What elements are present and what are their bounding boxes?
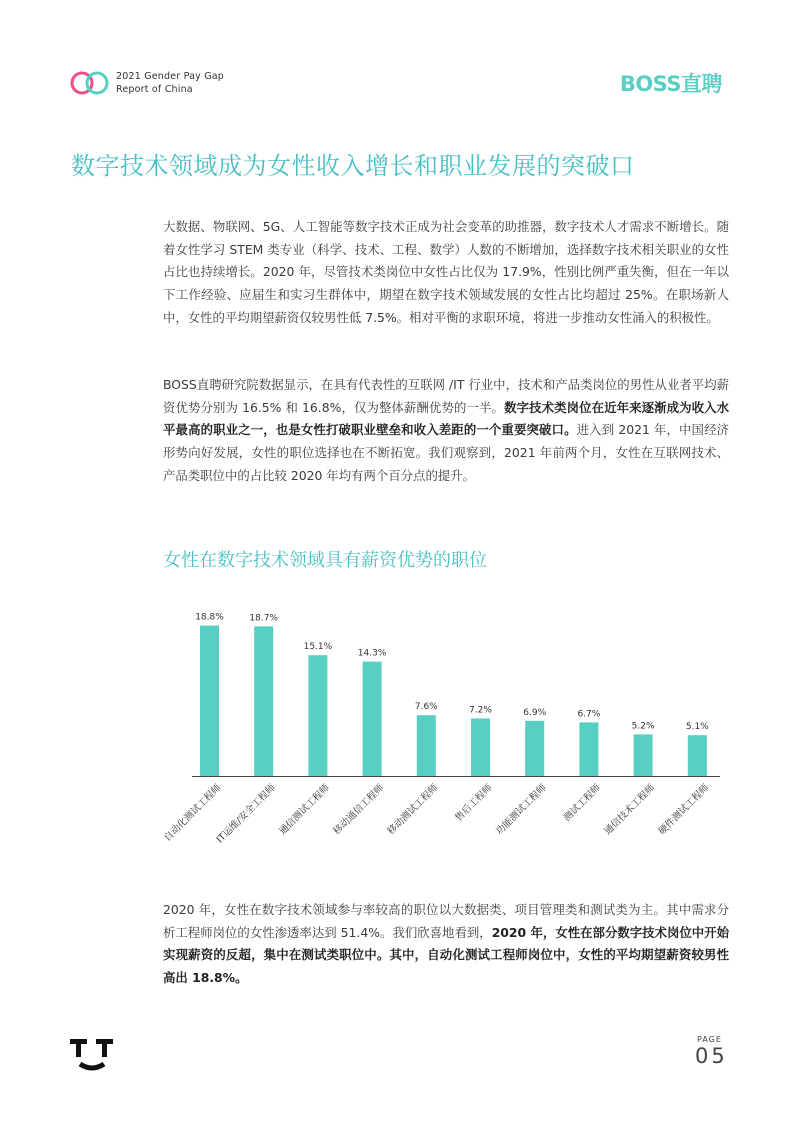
bar xyxy=(525,721,544,776)
bar xyxy=(579,722,598,776)
bar xyxy=(417,715,436,776)
bar xyxy=(688,735,707,776)
category-label: 移动通信工程师 xyxy=(331,782,387,838)
para2-segment: BOSS直聘研究院数据显示，在具有代表性的互联网 /IT 行业中，技术和产品类岗位的男性从业者平均薪资优势分别为 16.5% 和 16.8%，仅为整体薪酬优势的一半。 xyxy=(163,377,729,415)
bar xyxy=(471,718,490,776)
footer-logo-icon xyxy=(70,1037,114,1071)
chart-title: 女性在数字技术领域具有薪资优势的职位 xyxy=(163,550,487,571)
page-label: PAGE xyxy=(697,1035,722,1044)
page-title: 数字技术领域成为女性收入增长和职业发展的突破口 xyxy=(71,152,635,180)
category-label: IT运维/安全工程师 xyxy=(214,782,278,846)
category-label: 测试工程师 xyxy=(561,782,604,824)
category-label: 售后工程师 xyxy=(453,782,495,824)
bar-value-label: 7.2% xyxy=(469,705,492,716)
report-title xyxy=(116,70,224,96)
conclusion-paragraph xyxy=(163,899,729,990)
para3-segment: 2020 年，女性在数字技术领域参与率较高的职位以大数据类、项目管理类和测试类为主。其中需求分析工程师岗位的女性渗透率达到 51.4%。我们欣喜地看到， xyxy=(163,902,729,940)
para1-segment: 大数据、物联网、5G、人工智能等数字技术正成为社会变革的助推器，数字技术人才需求不断增长。随着女性学习 STEM 类专业（科学、技术、工程、数学）人数的不断增加，选择数字技术相关职业的女性占比也持续增长。2020 年，尽管技术类岗位中女性占比仅为 17.9%，性别比例严重失衡，但在一年以下工作经验、应届生和实习生群体中，期望在数字技术领域发展的女性占比均超过 25%。在职场新人中，女性的平均期望薪资仅较男性低 7.5%。相对平衡的求职环境，将进一步推动女性涌入的积极性。 xyxy=(163,219,729,325)
category-label: 硬件测试工程师 xyxy=(656,782,712,838)
bar-value-label: 18.7% xyxy=(249,613,278,624)
bar xyxy=(634,734,653,776)
brand-logo: BOSS直聘 xyxy=(619,72,722,96)
report-logo-rings-icon xyxy=(70,70,110,96)
para3-segment: 2020 年，女性在部分数字技术岗位中开始实现薪资的反超，集中在测试类职位中。其中，自动化测试工程师岗位中，女性的平均期望薪资较男性高出 18.8%。 xyxy=(163,924,729,986)
bar-value-label: 6.9% xyxy=(523,707,547,718)
category-label: 功能测试工程师 xyxy=(494,782,549,838)
data-paragraph xyxy=(163,374,729,488)
para2-segment: 进入到 2021 年，中国经济形势向好发展，女性的职位选择也在不断拓宽。我们观察到，2021 年前两个月，女性在互联网技术、产品类职位中的占比较 2020 年均有两个百分点的提升。 xyxy=(163,422,730,483)
para2-segment: 数字技术类岗位在近年来逐渐成为收入水平最高的职业之一，也是女性打破职业壁垒和收入差距的一个重要突破口。 xyxy=(163,399,730,438)
bar-value-label: 5.2% xyxy=(631,721,655,732)
report-title-line2: Report of China xyxy=(116,84,193,95)
category-label: 通信测试工程师 xyxy=(277,782,333,838)
category-label: 自动化测试工程师 xyxy=(162,782,224,844)
bar xyxy=(363,662,382,776)
bar-chart xyxy=(160,590,720,860)
bar-value-label: 15.1% xyxy=(303,642,333,653)
bar-value-label: 18.8% xyxy=(195,612,224,623)
page-number: 05 xyxy=(695,1044,728,1068)
bar xyxy=(200,626,219,776)
bar-value-label: 5.1% xyxy=(685,722,709,733)
category-label: 移动测试工程师 xyxy=(385,782,441,838)
bar xyxy=(308,655,327,776)
bar-value-label: 7.6% xyxy=(414,702,438,713)
bar-value-label: 6.7% xyxy=(577,709,601,720)
bar xyxy=(254,626,273,776)
report-title-line1: 2021 Gender Pay Gap xyxy=(116,71,225,82)
category-label: 通信技术工程师 xyxy=(602,782,658,838)
intro-paragraph xyxy=(163,216,729,330)
bar-value-label: 14.3% xyxy=(357,648,387,659)
